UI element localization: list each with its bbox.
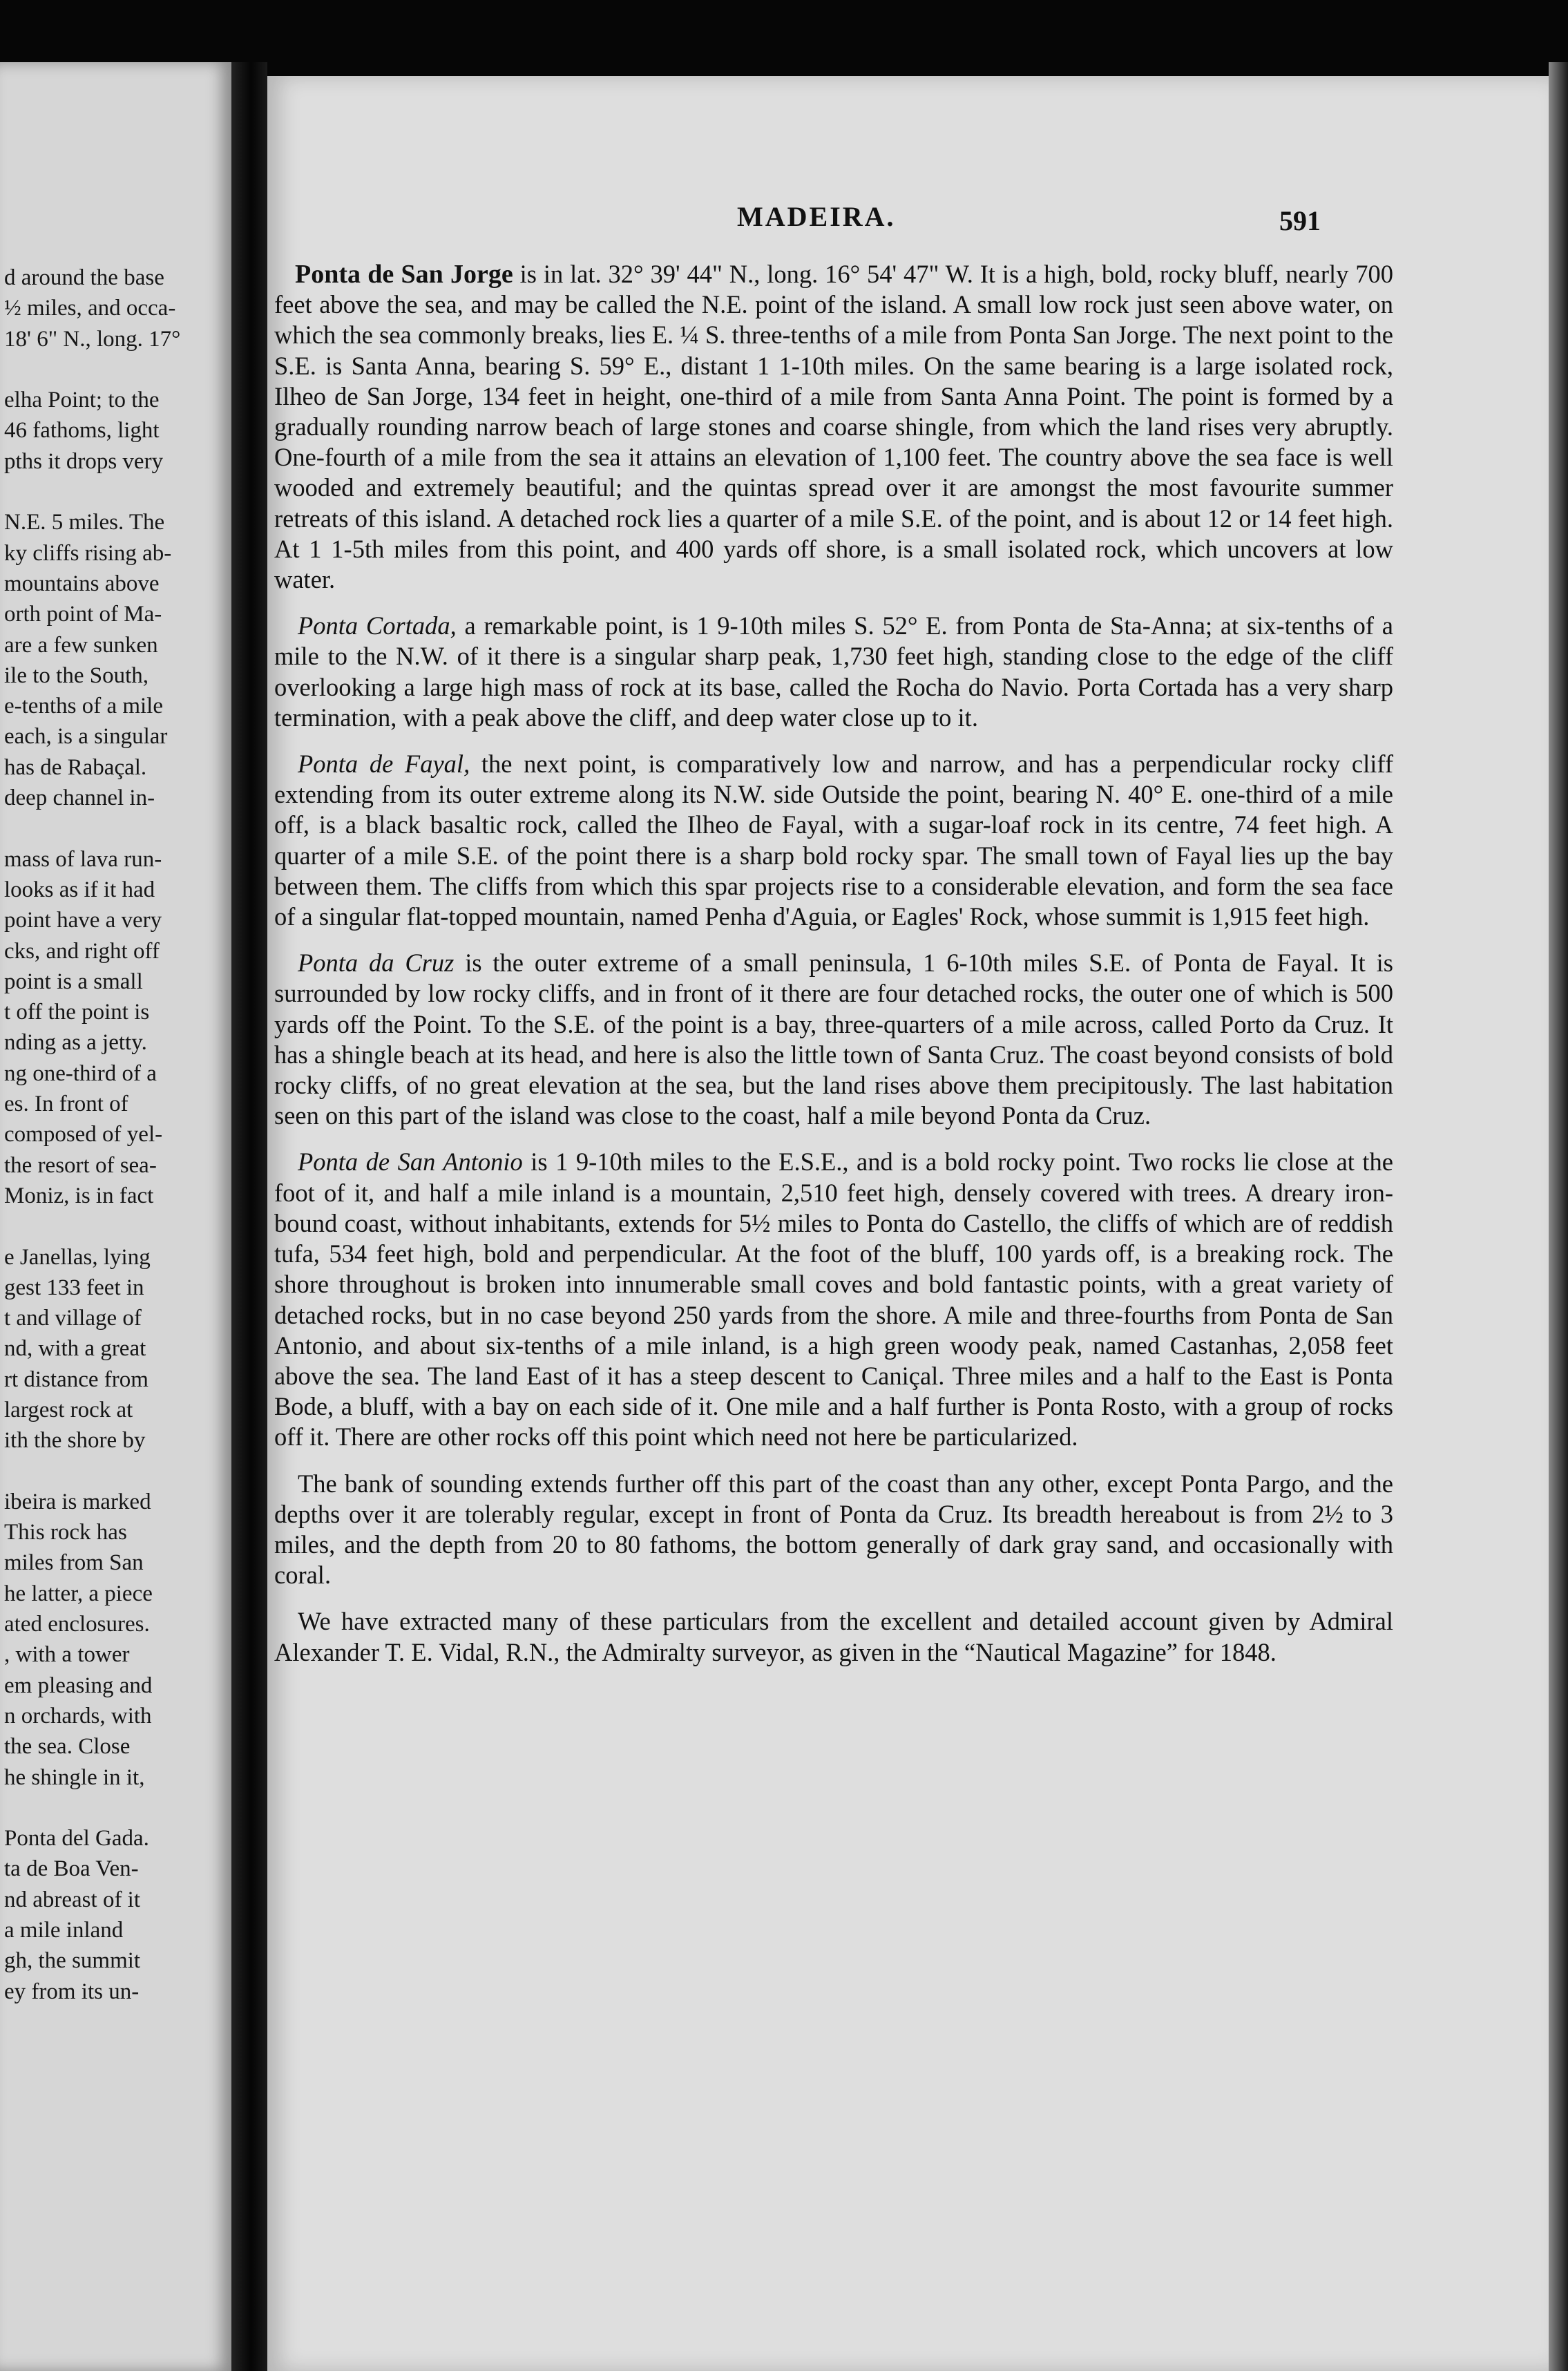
facing-page-line: he latter, a piece <box>4 1581 153 1606</box>
facing-page-line: 18' 6" N., long. 17° <box>4 326 181 352</box>
facing-page-line: composed of yel- <box>4 1122 163 1148</box>
facing-page-line: n orchards, with <box>4 1703 152 1729</box>
page-right-edge-shadow <box>1549 62 1568 2371</box>
facing-page-line: elha Point; to the <box>4 388 160 413</box>
facing-page-line: looks as if it had <box>4 877 155 902</box>
paragraph-lead: Ponta de San Jorge <box>295 260 513 289</box>
facing-page-line: deep channel in- <box>4 785 155 811</box>
facing-page-line: nd abreast of it <box>4 1887 141 1912</box>
facing-page-line: nd, with a great <box>4 1336 146 1362</box>
facing-page-line: This rock has <box>4 1520 127 1545</box>
paragraph-bank-of-sounding <box>274 1469 1393 1591</box>
facing-page-line: N.E. 5 miles. The <box>4 510 165 535</box>
facing-page-line: rt distance from <box>4 1367 149 1392</box>
facing-page-line: ith the shore by <box>4 1428 146 1454</box>
facing-page-line: cks, and right off <box>4 938 160 964</box>
facing-page-line: ile to the South, <box>4 663 149 688</box>
facing-page-gap <box>4 477 231 507</box>
facing-page-line: , with a tower <box>4 1642 130 1668</box>
paragraph-body: The bank of sounding extends further off this part of the coast than any other, except Ponta Pargo, and the depths over it are tolerably regular, except in front of Ponta da Cruz. Its breadth hereabout is from 2½ to 3 miles, and the depth from 20 to 80 fathoms, the bottom generally of dark gray sand, and occasionally with coral. <box>274 1469 1393 1590</box>
facing-page-line: a mile inland <box>4 1918 124 1943</box>
facing-page-line: mass of lava run- <box>4 846 162 872</box>
show-through-from-reverse-page <box>281 1997 1386 2135</box>
facing-page-line: point have a very <box>4 908 162 933</box>
facing-page-line: ated enclosures. <box>4 1612 150 1637</box>
paragraph-ponta-de-san-antonio <box>274 1147 1393 1452</box>
facing-page-line: each, is a singular <box>4 724 168 750</box>
facing-page-line: point is a small <box>4 969 143 994</box>
body-text <box>274 259 1393 1684</box>
facing-page-gap <box>4 1211 231 1241</box>
facing-page-line: ey from its un- <box>4 1979 140 2004</box>
facing-page-gap <box>4 1456 231 1487</box>
facing-page-gap <box>4 354 231 385</box>
facing-page-line: pths it drops very <box>4 448 164 474</box>
paragraph-ponta-da-cruz <box>274 948 1393 1131</box>
facing-page-line: are a few sunken <box>4 632 158 658</box>
paragraph-ponta-cortada <box>274 611 1393 733</box>
facing-page-line: ng one-third of a <box>4 1060 157 1086</box>
facing-page-line: he shingle in it, <box>4 1764 145 1790</box>
facing-page-gap <box>4 1793 231 1823</box>
paragraph-lead: Ponta Cortada, <box>298 611 457 640</box>
paragraph-body: is the outer extreme of a small peninsula, 1 6-10th miles S.E. of Ponta de Fayal. It is surrounded by low rocky cliffs, and in front of it there are four detached rocks, the outer one of which is 500 yards off the Point. To the S.E. of the point is a bay, three-quarters of a mile across, called Porto da Cruz. It has a shingle beach at its head, and here is also the little town of Santa Cruz. The coast beyond consists of bold rocky cliffs, of no great elevation at the sea, but the land rises above them precipitously. The last habitation seen on this part of the island was close to the coast, half a mile beyond Ponta da Cruz. <box>274 949 1393 1130</box>
paragraph-body: We have extracted many of these particulars from the excellent and detailed account given by Admiral Alexander T. E. Vidal, R.N., the Admiralty surveyor, as given in the “Nautical Magazine” for 1848. <box>274 1607 1393 1666</box>
facing-page-line: d around the base <box>4 265 164 290</box>
facing-page-line: orth point of Ma- <box>4 602 162 627</box>
facing-page-line: nding as a jetty. <box>4 1030 147 1056</box>
facing-page-line: mountains above <box>4 571 160 596</box>
paragraph-body: a remarkable point, is 1 9-10th miles S. 52° E. from Ponta de Sta-Anna; at six-tenths of a mile to the N.W. of it there is a singular sharp peak, 1,730 feet high, standing close to the edge of the cliff overlooking a large high mass of rock at its base, called the Rocha do Navio. Porta Cortada has a very sharp termination, with a peak above the cliff, and deep water close up to it. <box>274 611 1393 732</box>
page-number: 591 <box>1279 205 1321 236</box>
facing-page-line: the sea. Close <box>4 1734 131 1760</box>
page-header <box>267 200 1407 249</box>
book-gutter <box>231 62 267 2371</box>
paragraph-ponta-de-fayal <box>274 749 1393 932</box>
facing-page-line: es. In front of <box>4 1092 128 1117</box>
facing-page-line: t off the point is <box>4 1000 150 1025</box>
facing-page-fragment <box>0 62 231 2371</box>
facing-page-line: ½ miles, and occa- <box>4 296 176 321</box>
facing-page-line: t and village of <box>4 1306 142 1331</box>
facing-page-line: has de Rabaçal. <box>4 754 147 780</box>
facing-page-line: Moniz, is in fact <box>4 1183 154 1208</box>
paragraph-lead: Ponta de San Antonio <box>298 1148 523 1177</box>
facing-page-gap <box>4 813 231 844</box>
facing-page-line: ky cliffs rising ab- <box>4 540 172 566</box>
facing-page-line: ta de Boa Ven- <box>4 1856 139 1882</box>
facing-page-line: largest rock at <box>4 1397 133 1422</box>
facing-page-line: miles from San <box>4 1550 144 1576</box>
running-title: MADEIRA. <box>737 201 896 232</box>
paragraph-body: the next point, is comparatively low and narrow, and has a perpendicular rocky cliff extending from its outer extreme along its N.W. side Outside the point, bearing N. 40° E. one-third of a mile off, is a black basaltic rock, called the Ilheo de Fayal, with a sugar-loaf rock in its centre, 74 feet high. A quarter of a mile S.E. of the point there is a sharp bold rocky spar. The small town of Fayal lies up the bay between them. The cliffs from which this spar projects rise to a considerable elevation, and form the sea face of a singular flat-topped mountain, named Penha d'Aguia, or Eagles' Rock, whose summit is 1,915 feet high. <box>274 750 1393 931</box>
facing-page-text <box>4 263 231 2007</box>
paragraph-body: is 1 9-10th miles to the E.S.E., and is a bold rocky point. Two rocks lie close at the foot of it, and half a mile inland is a mountain, 2,510 feet high, densely covered with trees. A dreary iron-bound coast, without inhabitants, extends for 5½ miles to Ponta do Castello, the cliffs of which are of reddish tufa, 534 feet high, bold and perpendicular. At the foot of the bluff, 100 yards off, is a breaking rock. The shore throughout is broken into innumerable small coves and bold fantastic points, with a great variety of detached rocks, but in no case beyond 250 yards from the shore. A mile and three-fourths from Ponta de San Antonio, and about six-tenths of a mile inland, is a high green woody peak, named Castanhas, 2,058 feet above the sea. The land East of it has a steep descent to Caniçal. Three miles and a half to the East is Ponta Bode, a bluff, with a bay on each side of it. One mile and a half further is Ponta Rosto, with a group of rocks off it. There are other rocks off this point which need not here be particularized. <box>274 1148 1393 1451</box>
main-page <box>267 76 1549 2371</box>
facing-page-line: e-tenths of a mile <box>4 694 164 719</box>
paragraph-source-note <box>274 1606 1393 1667</box>
facing-page-line: em pleasing and <box>4 1673 153 1698</box>
paragraph-lead: Ponta de Fayal, <box>298 750 470 779</box>
paragraph-lead: Ponta da Cruz <box>298 949 455 978</box>
paragraph-ponta-de-san-jorge <box>274 259 1393 595</box>
facing-page-line: 46 fathoms, light <box>4 418 160 444</box>
facing-page-line: e Janellas, lying <box>4 1244 151 1270</box>
facing-page-line: ibeira is marked <box>4 1489 151 1514</box>
facing-page-line: gest 133 feet in <box>4 1275 144 1300</box>
facing-page-line: Ponta del Gada. <box>4 1826 149 1851</box>
facing-page-line: gh, the summit <box>4 1948 141 1974</box>
paragraph-body: is in lat. 32° 39' 44" N., long. 16° 54' 47" W. It is a high, bold, rocky bluff, nearly 700 feet above the sea, and may be called the N.E. point of the island. A small low rock just seen above water, on which the sea commonly breaks, lies E. ¼ S. three-tenths of a mile from Ponta San Jorge. The next point to the S.E. is Santa Anna, bearing S. 59° E., distant 1 1-10th miles. On the same bearing is a large isolated rock, Ilheo de San Jorge, 134 feet in height, one-third of a mile from Santa Anna Point. The point is formed by a gradually rounding narrow beach of large stones and coarse shingle, from which the land rises very abruptly. One-fourth of a mile from the sea it attains an elevation of 1,100 feet. The country above the sea face is well wooded and extremely beautiful; and the quintas spread over it are amongst the most favourite summer retreats of this island. A detached rock lies a quarter of a mile S.E. of the point, and is about 12 or 14 feet high. At 1 1-5th miles from this point, and 400 yards off shore, is a small isolated rock, which uncovers at low water. <box>274 260 1393 594</box>
facing-page-line: the resort of sea- <box>4 1152 157 1178</box>
